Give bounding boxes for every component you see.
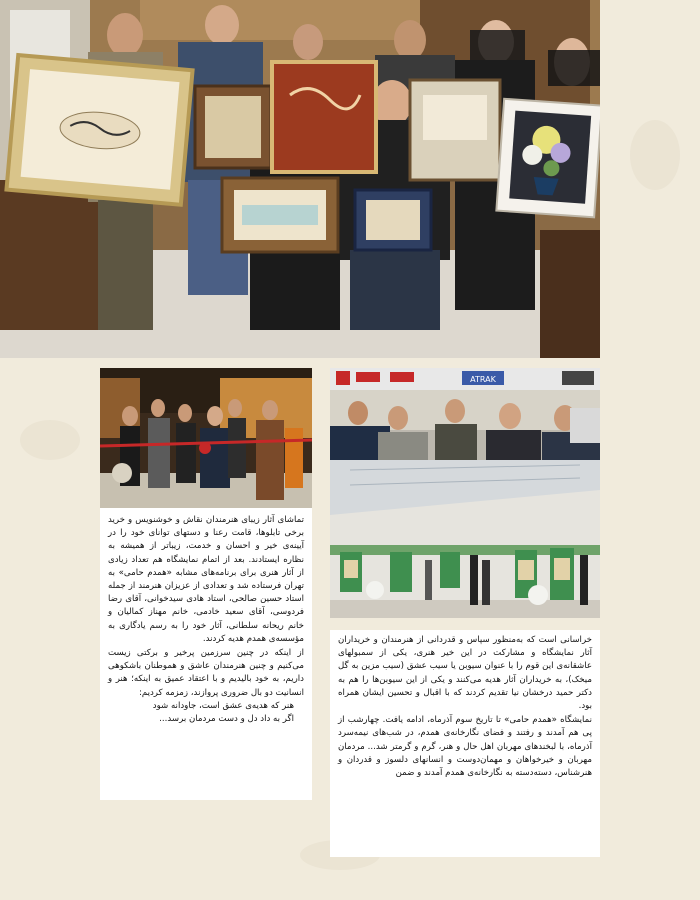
ribbon-cutting-photo xyxy=(100,368,312,508)
poem-line-1: هنر که هدیه‌ی عشق است، جاودانه شود xyxy=(152,700,294,711)
right-paragraph-1: خراسانی است که به‌منظور سپاس و قدردانی از هنرمندان و خریداران آثار نمایشگاه و مشارکت در این خیر هنری، یکی از سمبولهای عاشقانه‌ی این قوم را با عنوان سیوبن یا سیب عشق (سیب مزین به گل میخک)، به خریداران آثار هدیه می‌کنند و یکی از این سیوبن‌ها را هم به دکتر حمید درخشان نیا تقدیم کردند که با اقبال و تحسین ایشان همراه بود. xyxy=(338,635,592,712)
group-photo-with-artworks-icon xyxy=(0,0,600,358)
paper-texture xyxy=(630,120,680,190)
right-text-column xyxy=(330,630,600,857)
ribbon-cutting-photo-icon xyxy=(100,368,312,508)
left-text-column xyxy=(100,508,312,800)
sign-atrak: ATRAK xyxy=(470,375,496,384)
left-paragraph-1: تماشای آثار زیبای هنرمندان نقاش و خوشنویس و خرید برخی تابلوها، قامت رعنا و دستهای توانای خود را در آیینه‌ی خیر و احسان و خدمت، زیباتر از همیشه به نظاره ایستادند. بعد از اتمام نمایشگاه هم تعداد زیادی از آثار هنری برای برنامه‌های مشابه «همدم حامی» به تهران فرستاده شد و تعدادی از عزیزان هنرمند از جمله استاد حسین صالحی، استاد هادی سیدخوانی، آقای رضا فردوسی، آقای سعید خادمی، خانم مهناز کمالیان و خانم ریحانه سلطانی، آثار خود را به رسم یادگاری به مؤسسه‌ی همدم هدیه کردند. xyxy=(108,515,304,644)
exhibition-hall-photo xyxy=(330,460,600,618)
top-group-photo xyxy=(0,0,600,358)
poem-line-2: اگر به داد دل و دست مردمان برسد... xyxy=(159,714,294,725)
left-paragraph-2: از اینکه در چنین سرزمین پرخیر و برکتی زیست می‌کنیم و چنین هنرمندان عاشق و هموطنان باشکوهی داریم، به خود بالیدیم و با اعتقاد عمیق به اینکه؛ هنر و انسانیت دو بال ضروری پروازند، زمزمه کردیم: xyxy=(108,648,304,698)
right-paragraph-2: نمایشگاه «همدم حامی» تا تاریخ سوم آذرماه، ادامه یافت. چهارشب از پی هم آمدند و رفتند و فضای نگارخانه‌ی همدم، در شب‌های نیمه‌سرد آذرماه، با لبخندهای مهربان اهل حال و هنر، گرم و گرمتر شد... مردمان مهربان و خیرخواهان و مهمان‌دوست و انسانهای دلسوز و قدردان و هنرشناس، دسته‌دسته به نگارخانه‌ی همدم آمدند و ضمن xyxy=(338,715,592,779)
poem xyxy=(108,700,304,726)
paper-texture xyxy=(20,420,80,460)
exhibition-hall-photo-icon xyxy=(330,460,600,618)
